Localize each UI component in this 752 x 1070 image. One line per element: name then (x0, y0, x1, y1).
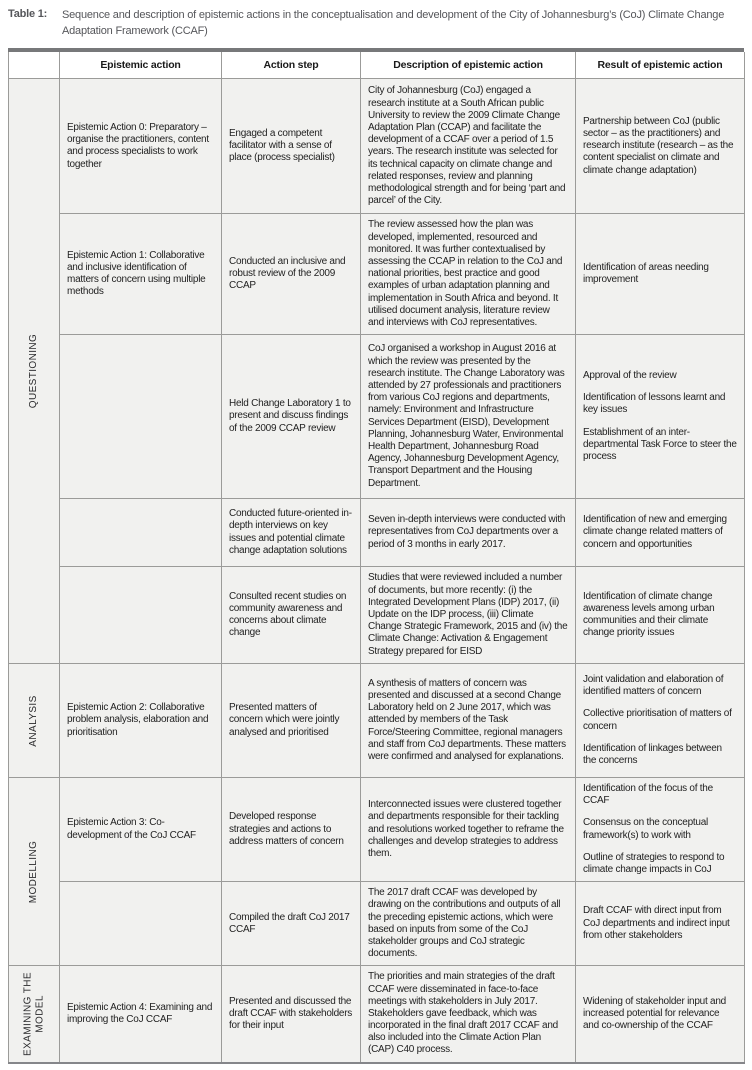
cell-description: A synthesis of matters of concern was presented and discussed at a second Change Laboratory held on 2 June 2017, which was attended by members of the Task Force/Steering Committee, regional managers and staff from CoJ departments. These matters were confirmed and analysed for explanations. (361, 664, 576, 778)
cell-result (576, 778, 745, 882)
cell-result (576, 567, 745, 664)
result-item: Identification of lessons learnt and key issues (583, 392, 726, 416)
result-item: Partnership between CoJ (public sector – as the practitioners) and research institute (research – as the content specialist on climate and climate change adaptation) (583, 115, 734, 176)
table-row (9, 567, 745, 664)
epistemic-actions-table (8, 52, 745, 1064)
cell-action-step: Conducted future-oriented in-depth interviews on key issues and potential climate change adaptation solutions (222, 499, 361, 567)
result-item: Joint validation and elaboration of identified matters of concern (583, 674, 724, 698)
result-item: Consensus on the conceptual framework(s) to work with (583, 817, 709, 841)
cell-description: City of Johannesburg (CoJ) engaged a research institute at a South African public University to review the 2009 Climate Change Adaptation Plan (CCAP) and facilitate the development of a CCAF over a period of 1.5 years. The research institute was selected for its technical capacity on climate change and related responses, review and planning methodological strength and for being ‘part and parcel’ of the City. (361, 79, 576, 214)
header-phase-empty (9, 52, 60, 79)
phase-label-modelling (9, 778, 60, 966)
phase-label-text: MODELLING (27, 840, 39, 903)
header-epistemic-action: Epistemic action (60, 52, 222, 79)
cell-description: The 2017 draft CCAF was developed by drawing on the contributions and outputs of all the preceding epistemic actions, which were based on inputs from some of the CoJ stakeholder groups and CoJ strategic documents. (361, 882, 576, 966)
phase-label-text: ANALYSIS (27, 694, 39, 747)
cell-description: Seven in-depth interviews were conducted with representatives from CoJ departments over a period of 3 months in early 2017. (361, 499, 576, 567)
result-item: Identification of areas needing improvement (583, 262, 709, 286)
table-row (9, 499, 745, 567)
result-item: Identification of new and emerging climate change related matters of concern and opportunities (583, 514, 727, 550)
cell-epistemic-action (60, 499, 222, 567)
table-row (9, 335, 745, 499)
table-title: Sequence and description of epistemic actions in the conceptualisation and development of the City of Johannesburg’s (CoJ) Climate Change Adaptation Framework (CCAF) (62, 9, 725, 37)
table-body (9, 79, 745, 1063)
cell-description: Interconnected issues were clustered together and departments responsible for their tackling and resolutions worked together to reframe the challenges and develop strategies to address them. (361, 778, 576, 882)
cell-action-step: Compiled the draft CoJ 2017 CCAF (222, 882, 361, 966)
cell-action-step: Conducted an inclusive and robust review of the 2009 CCAP (222, 214, 361, 335)
phase-label-questioning (9, 79, 60, 664)
cell-action-step: Engaged a competent facilitator with a sense of place (process specialist) (222, 79, 361, 214)
cell-result (576, 335, 745, 499)
cell-description: The review assessed how the plan was developed, implemented, resourced and monitored. It was further contextualised by assessing the CCAP in relation to the CoJ and national priorities, best practice and good examples of urban adaptation planning and implementation in South Africa and beyond. It utilised document analysis, literature review and interviews with CoJ representatives. (361, 214, 576, 335)
table-header (9, 52, 745, 79)
cell-action-step: Held Change Laboratory 1 to present and discuss findings of the 2009 CCAP review (222, 335, 361, 499)
cell-action-step: Consulted recent studies on community awareness and concerns about climate change (222, 567, 361, 664)
cell-description: Studies that were reviewed included a number of documents, but more recently: (i) the Integrated Development Plans (IDP) 2017, (ii) Update on the IDP process, (iii) Climate Change Strategic Framework, 2015 and (iv) the Climate Change: Activation & Engagement Strategy prepared for EISD (361, 567, 576, 664)
cell-description: The priorities and main strategies of the draft CCAF were disseminated in face-to-face meetings with stakeholders in July 2017. Stakeholders gave feedback, which was incorporated in the final draft 2017 CCAF and also included into the Climate Action Plan (CAP) C40 process. (361, 966, 576, 1063)
phase-label-text: EXAMINING THE MODEL (22, 972, 45, 1056)
cell-result (576, 882, 745, 966)
cell-epistemic-action (60, 335, 222, 499)
cell-epistemic-action (60, 567, 222, 664)
result-item: Collective prioritisation of matters of concern (583, 708, 732, 732)
cell-action-step: Developed response strategies and actions to address matters of concern (222, 778, 361, 882)
table-row (9, 778, 745, 882)
header-row (9, 52, 745, 79)
cell-epistemic-action: Epistemic Action 3: Co-development of the CoJ CCAF (60, 778, 222, 882)
result-item: Identification of the focus of the CCAF (583, 783, 713, 807)
result-item: Draft CCAF with direct input from CoJ departments and indirect input from other stakeholders (583, 905, 730, 941)
result-item: Widening of stakeholder input and increased potential for relevance and co-ownership of the CCAF (583, 995, 726, 1032)
result-item: Identification of linkages between the concerns (583, 742, 722, 766)
table-row (9, 214, 745, 335)
phase-label-analysis (9, 664, 60, 778)
cell-action-step: Presented matters of concern which were jointly analysed and prioritised (222, 664, 361, 778)
cell-result (576, 664, 745, 778)
cell-result (576, 79, 745, 214)
table-row (9, 882, 745, 966)
cell-result (576, 499, 745, 567)
result-item: Establishment of an inter-departmental Task Force to steer the process (583, 426, 737, 462)
phase-label-examining-the-model (9, 966, 60, 1063)
cell-action-step: Presented and discussed the draft CCAF with stakeholders for their input (222, 966, 361, 1063)
header-action-step: Action step (222, 52, 361, 79)
result-item: Identification of climate change awareness levels among urban communities and their climate change priority issues (583, 590, 715, 639)
result-item: Outline of strategies to respond to climate change impacts in CoJ (583, 851, 725, 875)
table-row (9, 664, 745, 778)
table-row (9, 966, 745, 1063)
result-item: Approval of the review (583, 370, 677, 381)
cell-result (576, 966, 745, 1063)
cell-epistemic-action (60, 882, 222, 966)
cell-description: CoJ organised a workshop in August 2016 at which the review was presented by the research institute. The Change Laboratory was attended by 27 professionals and practitioners from various CoJ regions and departments, namely: Environment and Infrastructure Services Department (EISD), Development Planning, Johannesburg Water, Environmental Health Department, Johannesburg Road Agency, Johannesburg Development Agency, Transport Department and the Housing Department. (361, 335, 576, 499)
header-description: Description of epistemic action (361, 52, 576, 79)
cell-epistemic-action: Epistemic Action 2: Collaborative problem analysis, elaboration and prioritisation (60, 664, 222, 778)
cell-epistemic-action: Epistemic Action 1: Collaborative and inclusive identification of matters of concern using multiple methods (60, 214, 222, 335)
table-number: Table 1: (8, 8, 48, 20)
header-result: Result of epistemic action (576, 52, 745, 79)
cell-epistemic-action: Epistemic Action 4: Examining and improving the CoJ CCAF (60, 966, 222, 1063)
phase-label-text: QUESTIONING (27, 334, 39, 409)
cell-epistemic-action: Epistemic Action 0: Preparatory – organise the practitioners, content and process specialists to work together (60, 79, 222, 214)
cell-result (576, 214, 745, 335)
table-row (9, 79, 745, 214)
table-caption (8, 8, 744, 40)
